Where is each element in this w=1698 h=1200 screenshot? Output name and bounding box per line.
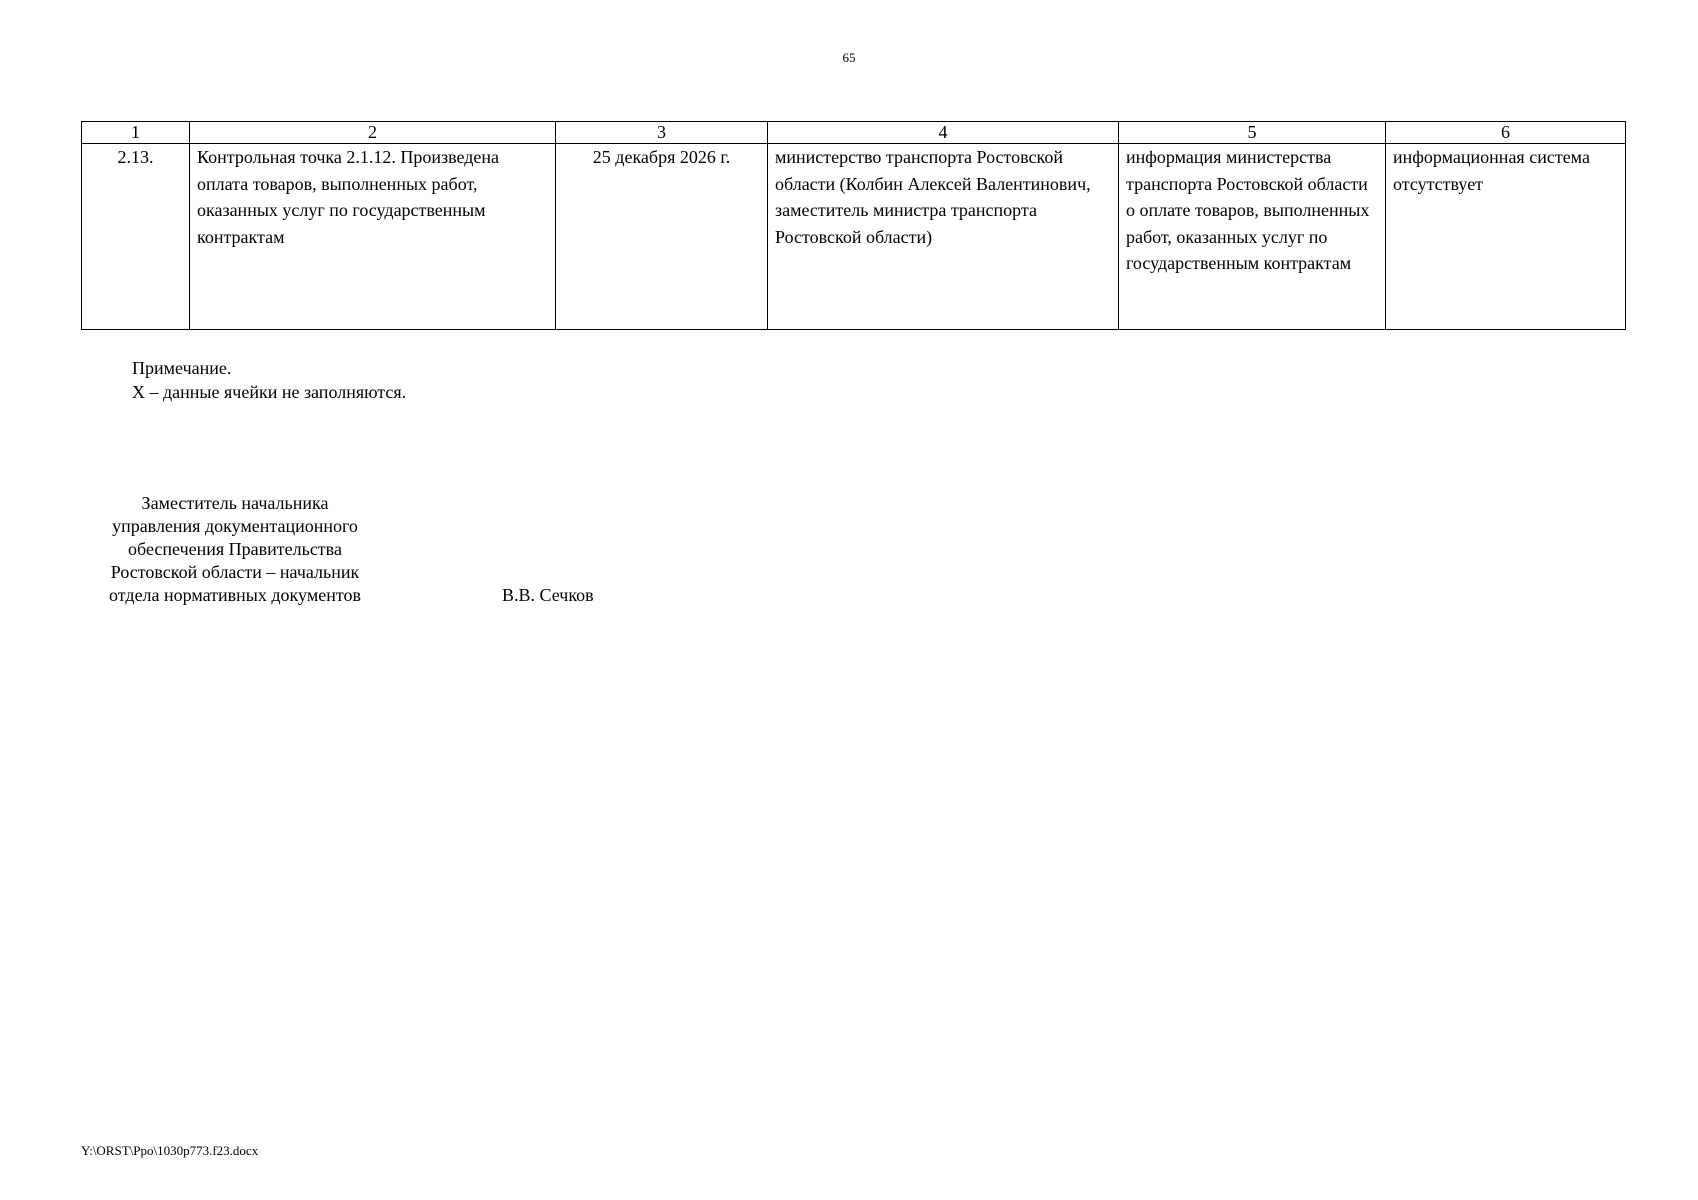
signatory-position bbox=[85, 492, 385, 607]
column-number-2: 2 bbox=[190, 122, 556, 144]
signatory-position-line: управления документационного bbox=[112, 516, 358, 536]
file-path: Y:\ORST\Ppo\1030p773.f23.docx bbox=[81, 1143, 259, 1158]
column-number-1: 1 bbox=[82, 122, 190, 144]
signatory-position-line: Заместитель начальника bbox=[141, 493, 329, 513]
column-number-6: 6 bbox=[1386, 122, 1626, 144]
signatory-position-line: отдела нормативных документов bbox=[109, 585, 361, 605]
note-title: Примечание. bbox=[132, 358, 232, 378]
column-number-5: 5 bbox=[1119, 122, 1386, 144]
control-points-table bbox=[81, 121, 1626, 330]
signatory-position-line: Ростовской области – начальник bbox=[110, 562, 360, 582]
cell-control-point-name: Контрольная точка 2.1.12. Произведена оплата товаров, выполненных работ, оказанных услуг по государственным контрактам bbox=[190, 144, 556, 330]
table-row bbox=[82, 144, 1626, 330]
table-header-row bbox=[82, 122, 1626, 144]
note-text: Х – данные ячейки не заполняются. bbox=[132, 382, 407, 402]
cell-responsible: министерство транспорта Ростовской области (Колбин Алексей Валентинович, заместитель министра транспорта Ростовской области) bbox=[768, 144, 1119, 330]
column-number-4: 4 bbox=[768, 122, 1119, 144]
cell-document-type: информация министерства транспорта Ростовской области о оплате товаров, выполненных работ, оказанных услуг по государственным контрактам bbox=[1119, 144, 1386, 330]
signatory-name: В.В. Сечков bbox=[502, 585, 594, 605]
column-number-3: 3 bbox=[556, 122, 768, 144]
cell-info-system: информационная система отсутствует bbox=[1386, 144, 1626, 330]
cell-due-date: 25 декабря 2026 г. bbox=[556, 144, 768, 330]
page-number: 65 bbox=[842, 50, 856, 65]
signatory-position-line: обеспечения Правительства bbox=[128, 539, 342, 559]
cell-row-number: 2.13. bbox=[82, 144, 190, 330]
note-block bbox=[132, 356, 406, 404]
